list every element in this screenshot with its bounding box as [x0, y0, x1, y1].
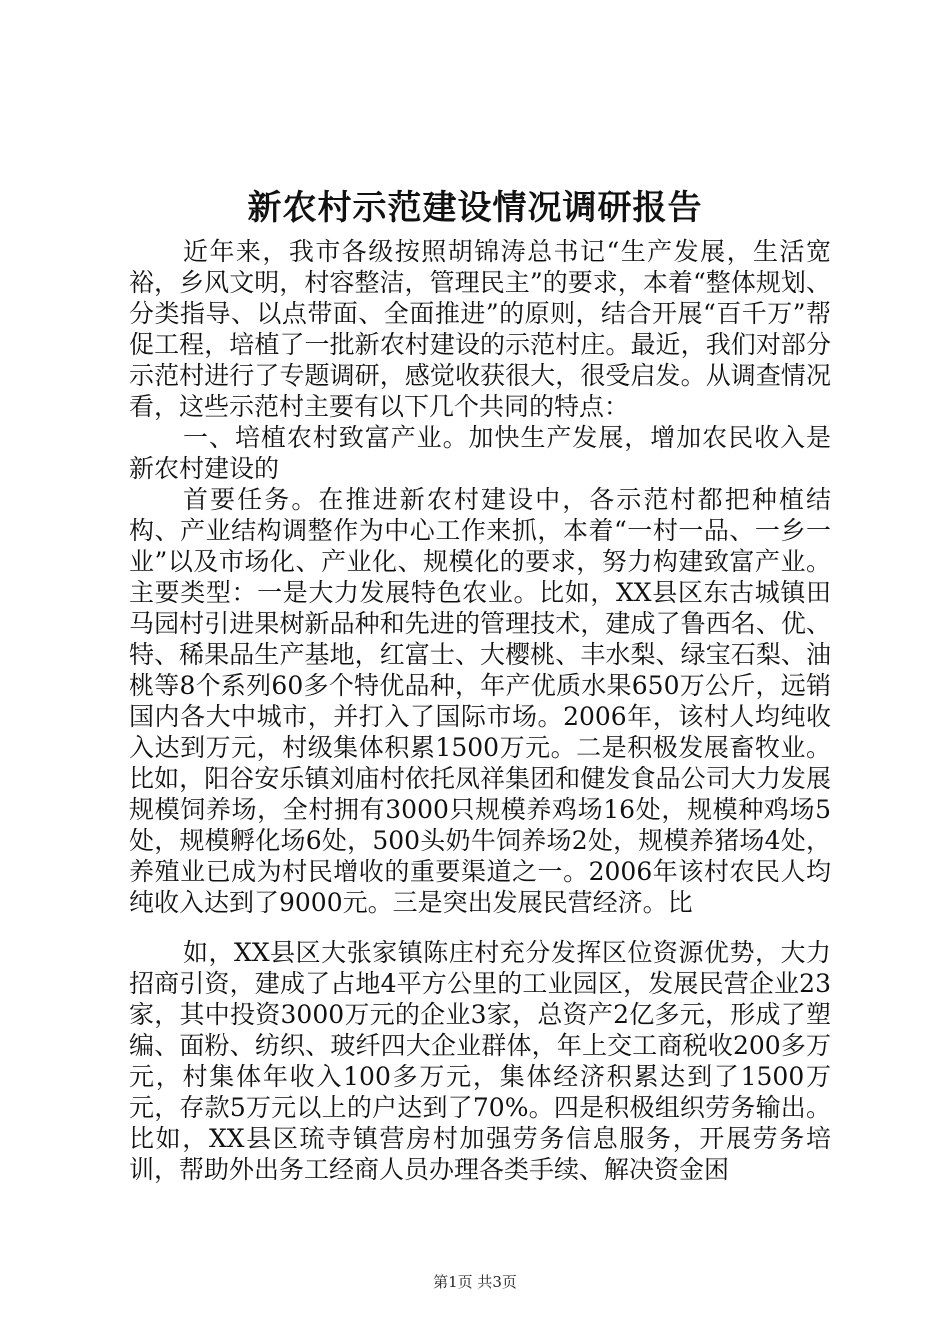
paragraph-industry: 首要任务。在推进新农村建设中，各示范村都把种植结构、产业结构调整作为中心工作来抓，本着“一村一品、一乡一业”以及市场化、产业化、规模化的要求，努力构建致富产业。主要类型：一是大力发展特色农业。比如，XX县区东古城镇田马园村引进果树新品种和先进的管理技术，建成了鲁西名、优、特、稀果品生产基地，红富士、大樱桃、丰水梨、绿宝石梨、油桃等8个系列60多个特优品种，年产优质水果650万公斤，远销国内各大中城市，并打入了国际市场。2006年，该村人均纯收入达到万元，村级集体积累1500万元。二是积极发展畜牧业。比如，阳谷安乐镇刘庙村依托凤祥集团和健发食品公司大力发展规模饲养场，全村拥有3000只规模养鸡场16处，规模种鸡场5处，规模孵化场6处，500头奶牛饲养场2处，规模养猪场4处，养殖业已成为村民增收的重要渠道之一。2006年该村农民人均纯收入达到了9000元。三是突出发展民营经济。比 — [129, 485, 831, 917]
document-title: 新农村示范建设情况调研报告 — [247, 188, 703, 228]
paragraph-intro: 近年来，我市各级按照胡锦涛总书记“生产发展，生活宽裕，乡风文明，村容整洁，管理民主”的要求，本着“整体规划、分类指导、以点带面、全面推进”的原则，结合开展“百千万”帮促工程，培植了一批新农村建设的示范村庄。最近，我们对部分示范村进行了专题调研，感觉收获很大，很受启发。从调查情况看，这些示范村主要有以下几个共同的特点： — [129, 237, 831, 421]
paragraph-continuation: 如，XX县区大张家镇陈庄村充分发挥区位资源优势，大力招商引资，建成了占地4平方公里的工业园区，发展民营企业23家，其中投资3000万元的企业3家，总资产2亿多元，形成了塑编、面粉、纺织、玻纤四大企业群体，年上交工商税收200多万元，村集体年收入100多万元，集体经济积累达到了1500万元，存款5万元以上的户达到了70%。四是积极组织劳务输出。比如，XX县区琉寺镇营房村加强劳务信息服务，开展劳务培训，帮助外出务工经商人员办理各类手续、解决资金困 — [129, 938, 831, 1184]
page-footer: 第1页 共3页 — [433, 1273, 517, 1291]
body-block-2 — [129, 937, 831, 1185]
body-block-1 — [129, 236, 831, 918]
paragraph-section-heading: 一、培植农村致富产业。加快生产发展，增加农民收入是新农村建设的 — [129, 423, 831, 483]
